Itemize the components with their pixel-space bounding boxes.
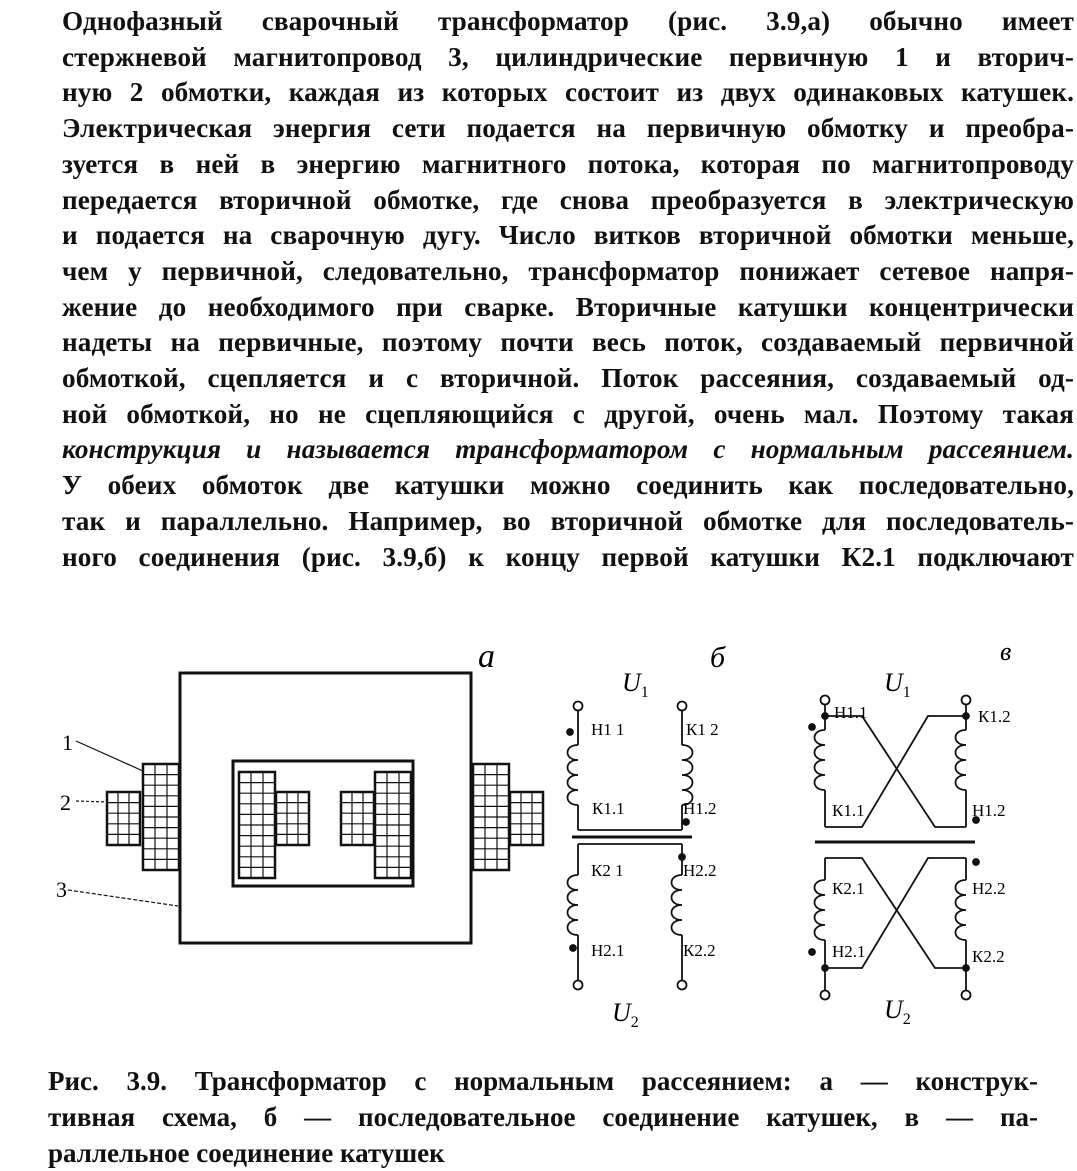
- secondary-coil-right: [510, 792, 543, 845]
- label-h12: Н1.2: [683, 799, 717, 818]
- panel-b-u2: $U_2$: [612, 998, 639, 1031]
- text-line: чем у первичной, следовательно, трансформатор понижает сетевое напря-: [62, 255, 1074, 286]
- callout-3-leader: [68, 890, 178, 906]
- panel-v-letter: в: [1000, 637, 1012, 666]
- caption-line-3: раллельное соединение катушек: [48, 1138, 445, 1168]
- callout-2-leader: [76, 801, 107, 802]
- text-line-italic: конструкция и называется трансформатором с нормальным рассеянием.: [62, 434, 1074, 465]
- text-line: зуется в ней в энергию магнитного потока, которая по магнитопроводу: [62, 148, 1074, 179]
- panel-b-letter: б: [710, 641, 726, 674]
- callout-1-leader: [76, 741, 143, 771]
- text-line: надеты на первичные, поэтому почти весь поток, создаваемый первичной: [62, 327, 1074, 358]
- label-h12: Н1.2: [972, 801, 1006, 820]
- text-line: обмоткой, сцепляется и с вторичной. Поток рассеяния, создаваемый од-: [62, 363, 1074, 394]
- label-k22: К2.2: [683, 941, 716, 960]
- paragraph-2: [12, 468, 1074, 575]
- panel-a-letter: а: [478, 638, 495, 675]
- text-line: ного соединения (рис. 3.9,б) к концу первой катушки К2.1 подключают: [62, 541, 1074, 572]
- callout-3: 3: [56, 877, 67, 902]
- caption-label: Рис. 3.9.: [48, 1066, 168, 1096]
- primary-coil-inner-right: [375, 772, 411, 878]
- label-h22: Н2.2: [683, 861, 717, 880]
- callout-2: 2: [60, 790, 71, 815]
- caption-text: Трансформатор с нормальным рассеянием: а — конструк-: [167, 1066, 1038, 1096]
- label-k12: К1 2: [686, 720, 719, 739]
- panel-v-u1: $U_1$: [884, 668, 911, 701]
- panel-b-u1: $U_1$: [622, 668, 649, 701]
- label-h11: Н1 1: [591, 720, 625, 739]
- label-k12: К1.2: [978, 707, 1011, 726]
- body-text: [12, 4, 1074, 575]
- text-line: и подается на сварочную дугу. Число витков вторичной обмотки меньше,: [62, 220, 1074, 251]
- text-line: Однофазный сварочный трансформатор (рис. 3.9,а) обычно имеет: [62, 6, 1074, 36]
- coils-group: [107, 764, 543, 878]
- callout-1: 1: [62, 730, 73, 755]
- primary-coil-inner-left: [239, 772, 275, 878]
- label-h21: Н2.1: [832, 942, 866, 961]
- caption-line-2: тивная схема, б — последовательное соединение катушек, в — па-: [48, 1102, 1038, 1132]
- text-line: У обеих обмоток две катушки можно соединить как последовательно,: [62, 470, 1074, 501]
- label-h11: Н1.1: [834, 703, 868, 722]
- text-line: передается вторичной обмотке, где снова преобразуется в электрическую: [62, 184, 1074, 215]
- label-h22: Н2.2: [972, 879, 1006, 898]
- text-line: ной обмоткой, но не сцепляющийся с другой, очень мал. Поэтому такая: [62, 398, 1074, 429]
- panel-b-diagram: [567, 702, 693, 990]
- label-k21: К2 1: [591, 861, 624, 880]
- primary-coil-right: [473, 764, 509, 870]
- secondary-coil-left: [107, 792, 140, 845]
- text-line: так и параллельно. Например, во вторичной обмотке для последователь-: [62, 505, 1074, 536]
- label-k11: К1.1: [592, 799, 625, 818]
- text-line: жение до необходимого при сварке. Вторичные катушки концентрически: [62, 291, 1074, 322]
- primary-coil-left: [143, 764, 179, 870]
- label-k11: К1.1: [832, 801, 865, 820]
- caption-line-1: [48, 1063, 1038, 1099]
- panel-v-u2: $U_2$: [884, 995, 911, 1028]
- text-line: Электрическая энергия сети подается на первичную обмотку и преобра-: [62, 113, 1074, 144]
- panel-a-diagram: [180, 673, 471, 943]
- magnetic-core-outer: [180, 673, 471, 943]
- panel-v-labels: [832, 703, 1011, 966]
- paragraph-1: [12, 4, 1074, 468]
- secondary-coil-inner-right: [341, 792, 374, 845]
- secondary-coil-inner-left: [276, 792, 309, 845]
- label-h21: Н2.1: [591, 941, 625, 960]
- panel-b-labels: [591, 720, 719, 960]
- label-k22: К2.2: [972, 947, 1005, 966]
- text-line: стержневой магнитопровод 3, цилиндрические первичную 1 и вторич-: [62, 41, 1074, 72]
- text-line: ную 2 обмотки, каждая из которых состоит из двух одинаковых катушек.: [62, 77, 1074, 108]
- label-k21: К2.1: [832, 879, 865, 898]
- figure-caption: [48, 1063, 1038, 1171]
- figure-3-9: [0, 630, 1077, 1050]
